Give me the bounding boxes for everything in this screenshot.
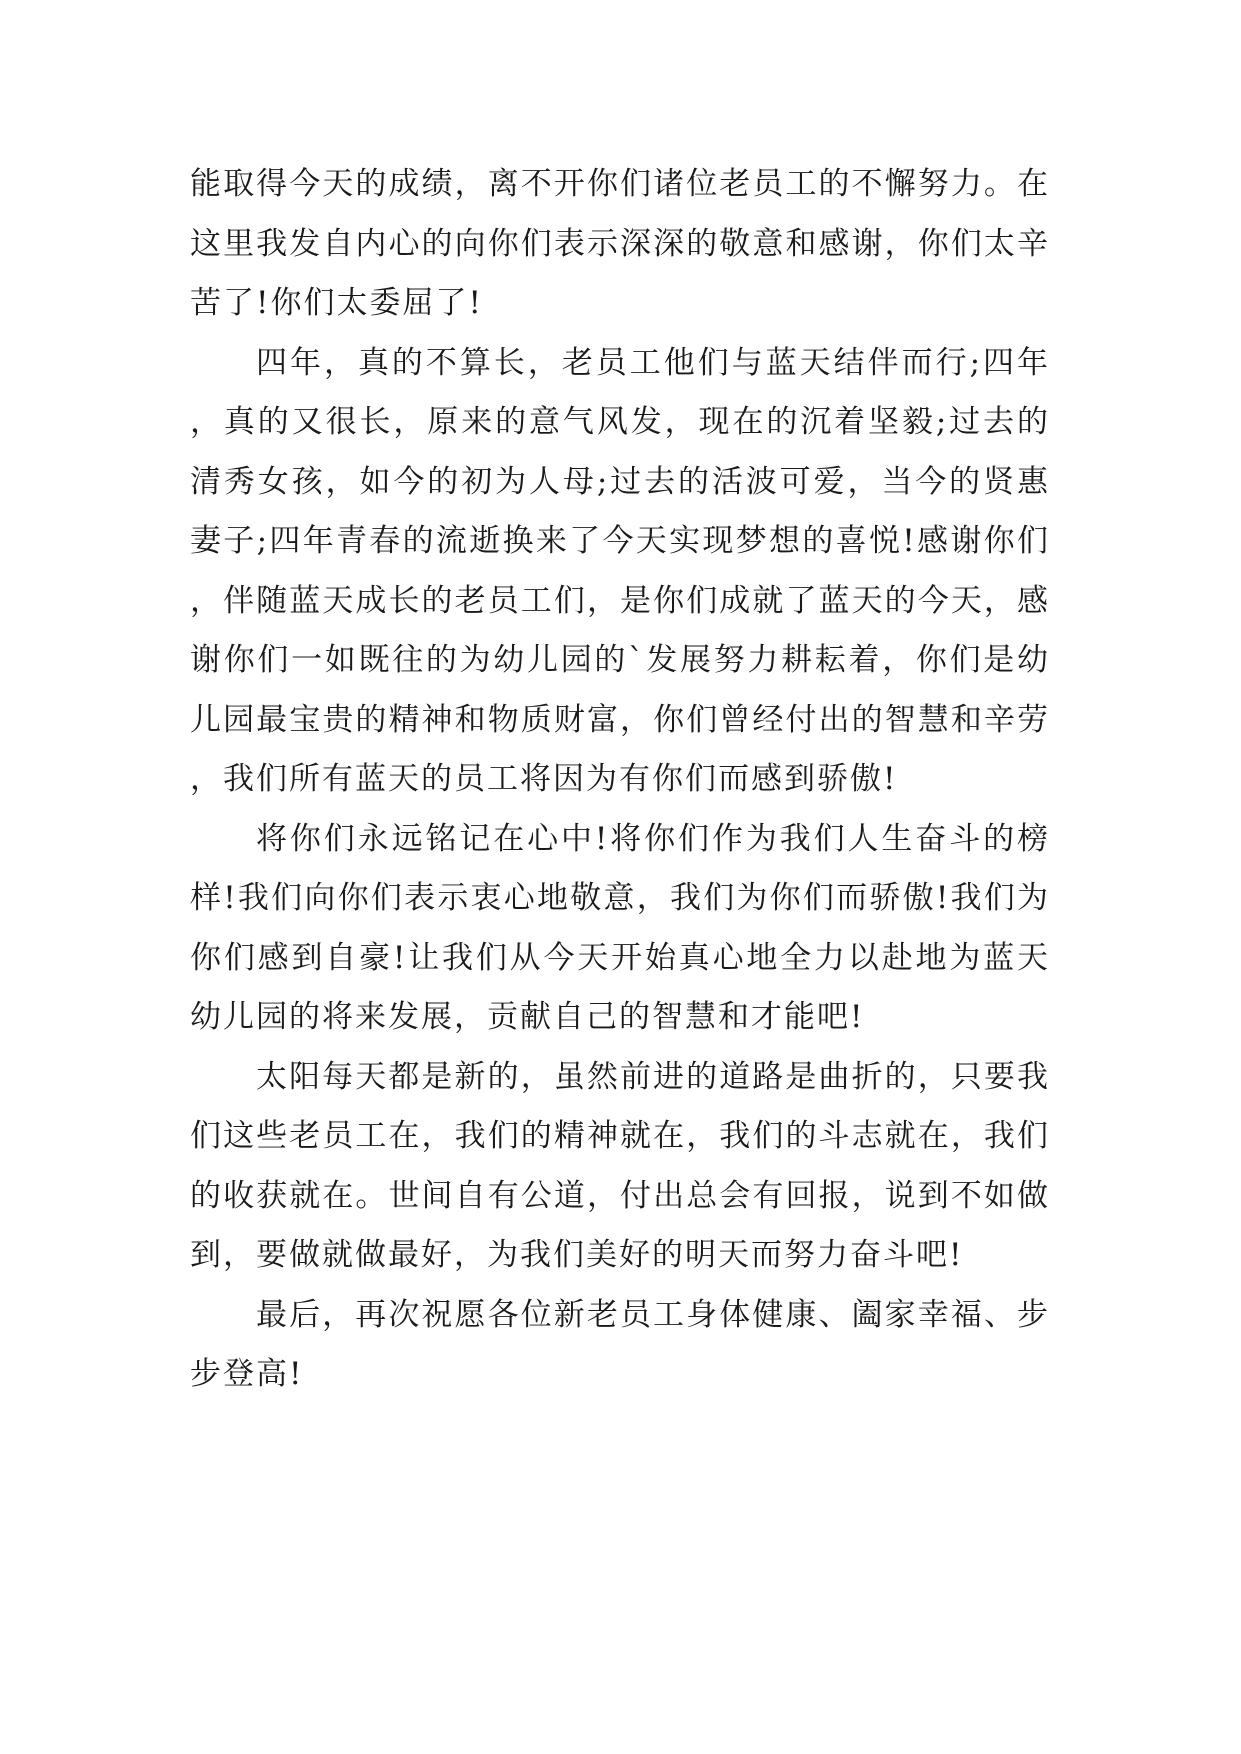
paragraph-2: 四年，真的不算长，老员工他们与蓝天结伴而行;四年，真的又很长，原来的意气风发，现在的沉着坚毅;过去的清秀女孩，如今的初为人母;过去的活波可爱，当今的贤惠妻子;四年青春的流逝换来了今天实现梦想的喜悦!感谢你们，伴随蓝天成长的老员工们，是你们成就了蓝天的今天，感谢你们一如既往的为幼儿园的`发展努力耕耘着，你们是幼儿园最宝贵的精神和物质财富，你们曾经付出的智慧和辛劳，我们所有蓝天的员工将因为有你们而感到骄傲! [190, 344, 1050, 797]
paragraph-1: 能取得今天的成绩，离不开你们诸位老员工的不懈努力。在这里我发自内心的向你们表示深深的敬意和感谢，你们太辛苦了!你们太委屈了! [190, 166, 1050, 321]
paragraph-4: 太阳每天都是新的，虽然前进的道路是曲折的，只要我们这些老员工在，我们的精神就在，我们的斗志就在，我们的收获就在。世间自有公道，付出总会有回报，说到不如做到，要做就做最好，为我们美好的明天而努力奋斗吧! [190, 1058, 1050, 1273]
document-body [190, 155, 1050, 1405]
paragraph-3: 将你们永远铭记在心中!将你们作为我们人生奋斗的榜样!我们向你们表示衷心地敬意，我们为你们而骄傲!我们为你们感到自豪!让我们从今天开始真心地全力以赴地为蓝天幼儿园的将来发展，贡献自己的智慧和才能吧! [190, 820, 1050, 1035]
paragraph-5: 最后，再次祝愿各位新老员工身体健康、阖家幸福、步步登高! [190, 1296, 1050, 1392]
